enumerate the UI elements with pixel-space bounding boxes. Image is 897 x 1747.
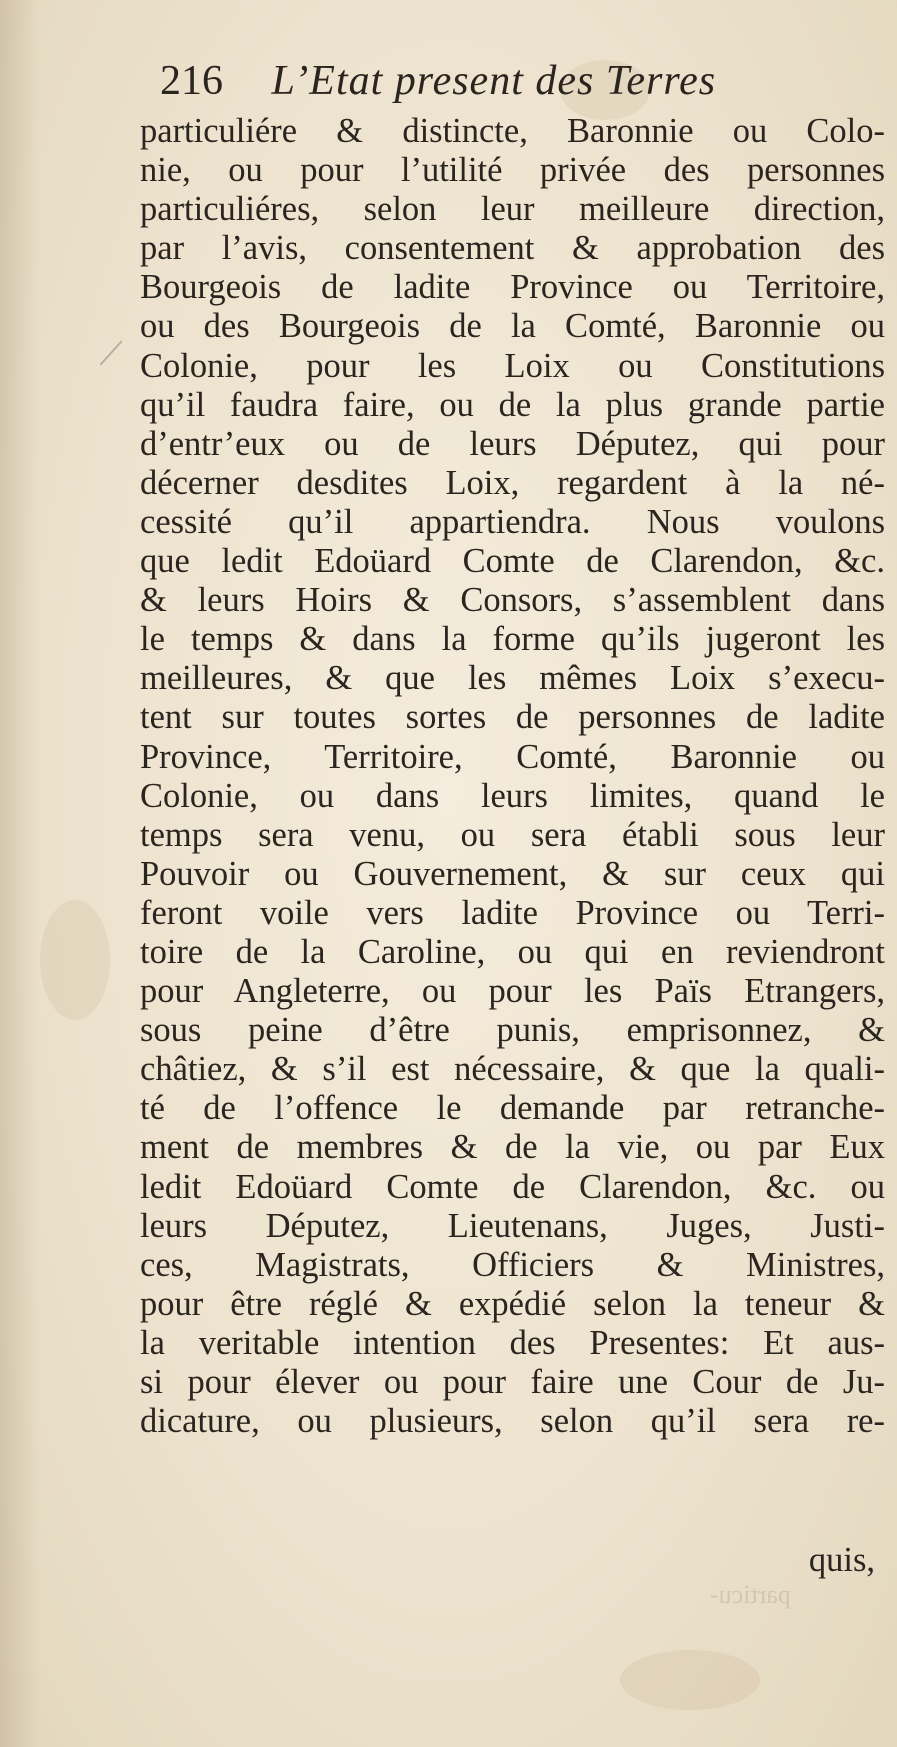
text-line: particuliére & distincte, Baronnie ou Colo-: [140, 112, 885, 150]
text-line: d’entr’eux ou de leurs Députez, qui pour: [140, 424, 885, 463]
binding-shadow: [0, 0, 40, 1747]
text-line: par l’avis, consentement & approbation des: [140, 229, 885, 268]
text-line: ces, Magistrats, Officiers & Ministres,: [140, 1245, 885, 1284]
text-line: que ledit Edoüard Comte de Clarendon, &c.: [140, 542, 885, 581]
running-head: L’Etat present des Terres: [271, 58, 717, 104]
text-line: pour Angleterre, ou pour les Païs Etrangers,: [140, 972, 885, 1011]
text-line: té de l’offence le demande par retranche-: [140, 1089, 885, 1128]
text-line: Pouvoir ou Gouvernement, & sur ceux qui: [140, 854, 885, 893]
pencil-mark: [100, 340, 123, 365]
text-line: leurs Députez, Lieutenans, Juges, Justi-: [140, 1206, 885, 1245]
text-line: & leurs Hoirs & Consors, s’assemblent dans: [140, 581, 885, 620]
page-header: [160, 50, 880, 112]
text-line: décerner desdites Loix, regardent à la né-: [140, 463, 885, 502]
page-number: 216: [160, 58, 223, 104]
text-line: toire de la Caroline, ou qui en reviendront: [140, 932, 885, 971]
text-line: ledit Edoüard Comte de Clarendon, &c. ou: [140, 1167, 885, 1206]
foxing-stain: [620, 1650, 760, 1710]
foxing-stain: [40, 900, 110, 1020]
catchword: quis,: [808, 1541, 875, 1579]
body-text: [140, 112, 885, 1441]
text-line: particuliéres, selon leur meilleure direction,: [140, 190, 885, 229]
text-line: pour être réglé & expédié selon la teneur &: [140, 1284, 885, 1323]
text-line: meilleures, & que les mêmes Loix s’execu-: [140, 659, 885, 698]
text-line: feront voile vers ladite Province ou Terri-: [140, 893, 885, 932]
text-line: qu’il faudra faire, ou de la plus grande partie: [140, 385, 885, 424]
text-line: ment de membres & de la vie, ou par Eux: [140, 1128, 885, 1167]
text-line: dicature, ou plusieurs, selon qu’il sera re-: [140, 1402, 885, 1441]
text-line: châtiez, & s’il est nécessaire, & que la quali-: [140, 1050, 885, 1089]
text-line: tent sur toutes sortes de personnes de ladite: [140, 698, 885, 737]
text-line: ou des Bourgeois de la Comté, Baronnie ou: [140, 307, 885, 346]
text-line: cessité qu’il appartiendra. Nous voulons: [140, 502, 885, 541]
text-line: si pour élever ou pour faire une Cour de Ju-: [140, 1363, 885, 1401]
text-line: temps sera venu, ou sera établi sous leur: [140, 815, 885, 854]
text-line: Colonie, pour les Loix ou Constitutions: [140, 346, 885, 385]
text-line: la veritable intention des Presentes: Et aus-: [140, 1323, 885, 1362]
bleed-through-text: particu-: [710, 1580, 791, 1609]
text-line: Province, Territoire, Comté, Baronnie ou: [140, 737, 885, 776]
text-line: sous peine d’être punis, emprisonnez, &: [140, 1011, 885, 1050]
text-line: Colonie, ou dans leurs limites, quand le: [140, 776, 885, 815]
text-line: nie, ou pour l’utilité privée des personnes: [140, 151, 885, 190]
text-line: le temps & dans la forme qu’ils jugeront les: [140, 620, 885, 659]
text-line: Bourgeois de ladite Province ou Territoire,: [140, 268, 885, 307]
